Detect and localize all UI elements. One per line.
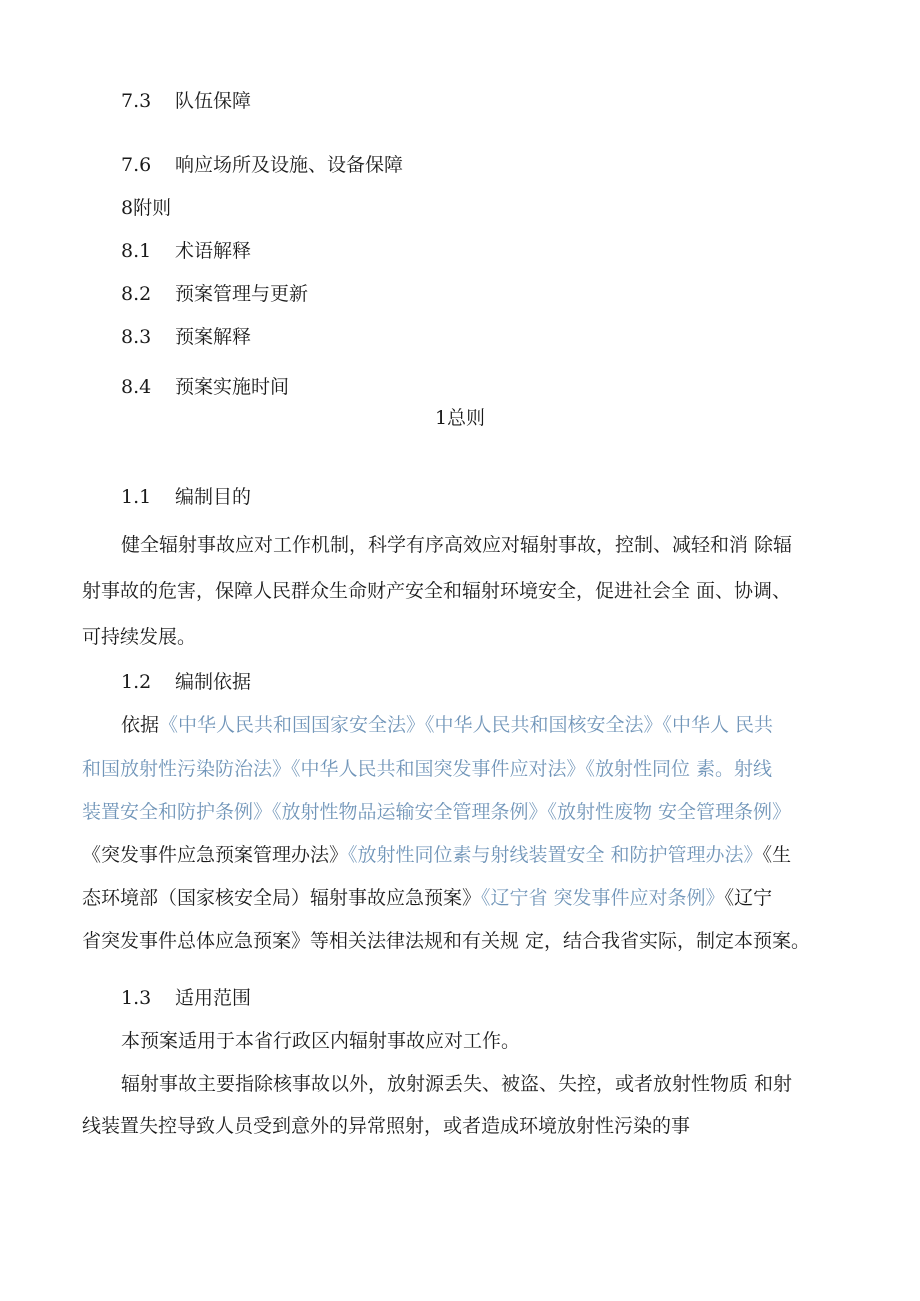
law-reference: 和国放射性污染防治法》《中华人民共和国突发事件应对法》《放射性同位 素。射线	[82, 758, 773, 780]
basis-line	[82, 885, 772, 911]
toc-number: 8.3	[121, 326, 152, 348]
paragraph-line: 本预案适用于本省行政区内辐射事故应对工作。	[121, 1030, 521, 1052]
basis-line	[121, 712, 773, 738]
toc-item-8-4	[121, 374, 289, 400]
paragraph-line: 射事故的危害，保障人民群众生命财产安全和辐射环境安全，促进社会全 面、协调、	[82, 580, 792, 602]
section-title: 适用范围	[175, 987, 252, 1009]
paragraph-line: 线装置失控导致人员受到意外的异常照射，或者造成环境放射性污染的事	[82, 1115, 691, 1137]
toc-number: 7.3	[121, 90, 152, 112]
basis-line	[82, 799, 791, 825]
toc-item-7-6	[121, 152, 403, 178]
toc-number: 8.2	[121, 283, 152, 305]
law-reference: 《放射性同位素与射线装置安全 和防护管理办法》	[348, 844, 763, 866]
paragraph-line: 辐射事故主要指除核事故以外，放射源丢失、被盗、失控，或者放射性物质 和射	[121, 1073, 793, 1095]
toc-item-8	[121, 195, 171, 221]
toc-item-7-3	[121, 88, 251, 114]
toc-item-8-3	[121, 324, 251, 350]
basis-text: 《辽宁	[724, 887, 773, 909]
section-number: 1.1	[121, 486, 152, 508]
section-title: 编制目的	[175, 486, 252, 508]
paragraph-line: 健全辐射事故应对工作机制，科学有序高效应对辐射事故，控制、减轻和消 除辐	[121, 534, 793, 556]
toc-title: 术语解释	[175, 240, 252, 262]
basis-line	[82, 928, 810, 954]
section-title: 编制依据	[175, 671, 252, 693]
section-number: 1.2	[121, 671, 152, 693]
basis-line	[82, 842, 791, 868]
toc-title: 响应场所及设施、设备保障	[175, 154, 404, 176]
toc-title: 预案实施时间	[175, 376, 290, 398]
paragraph-line: 可持续发展。	[82, 626, 197, 648]
basis-text: 省突发事件总体应急预案》等相关法律法规和有关规 定，结合我省实际，制定本预案。	[82, 930, 811, 952]
toc-item-8-2	[121, 281, 308, 307]
chapter-title: 1总则	[434, 407, 486, 429]
basis-text: 态环境部（国家核安全局）辐射事故应急预案》	[82, 887, 482, 909]
section-heading-1-1	[121, 484, 251, 510]
section-heading-1-3	[121, 985, 251, 1011]
basis-line	[82, 756, 772, 782]
basis-text: 依据	[121, 714, 160, 736]
toc-number: 8.4	[121, 376, 152, 398]
toc-title: 8附则	[121, 197, 172, 219]
law-reference: 《辽宁省 突发事件应对条例》	[481, 887, 725, 909]
toc-title: 预案管理与更新	[175, 283, 309, 305]
law-reference: 《中华人民共和国国家安全法》《中华人民共和国核安全法》《中华人 民共	[159, 714, 774, 736]
toc-title: 队伍保障	[175, 90, 252, 112]
section-number: 1.3	[121, 987, 152, 1009]
law-reference: 装置安全和防护条例》《放射性物品运输安全管理条例》《放射性废物 安全管理条例》	[82, 801, 792, 823]
section-heading-1-2	[121, 669, 251, 695]
basis-text: 《生	[762, 844, 792, 866]
toc-number: 7.6	[121, 154, 152, 176]
toc-item-8-1	[121, 238, 251, 264]
basis-text: 《突发事件应急预案管理办法》	[82, 844, 349, 866]
toc-number: 8.1	[121, 240, 152, 262]
toc-title: 预案解释	[175, 326, 252, 348]
